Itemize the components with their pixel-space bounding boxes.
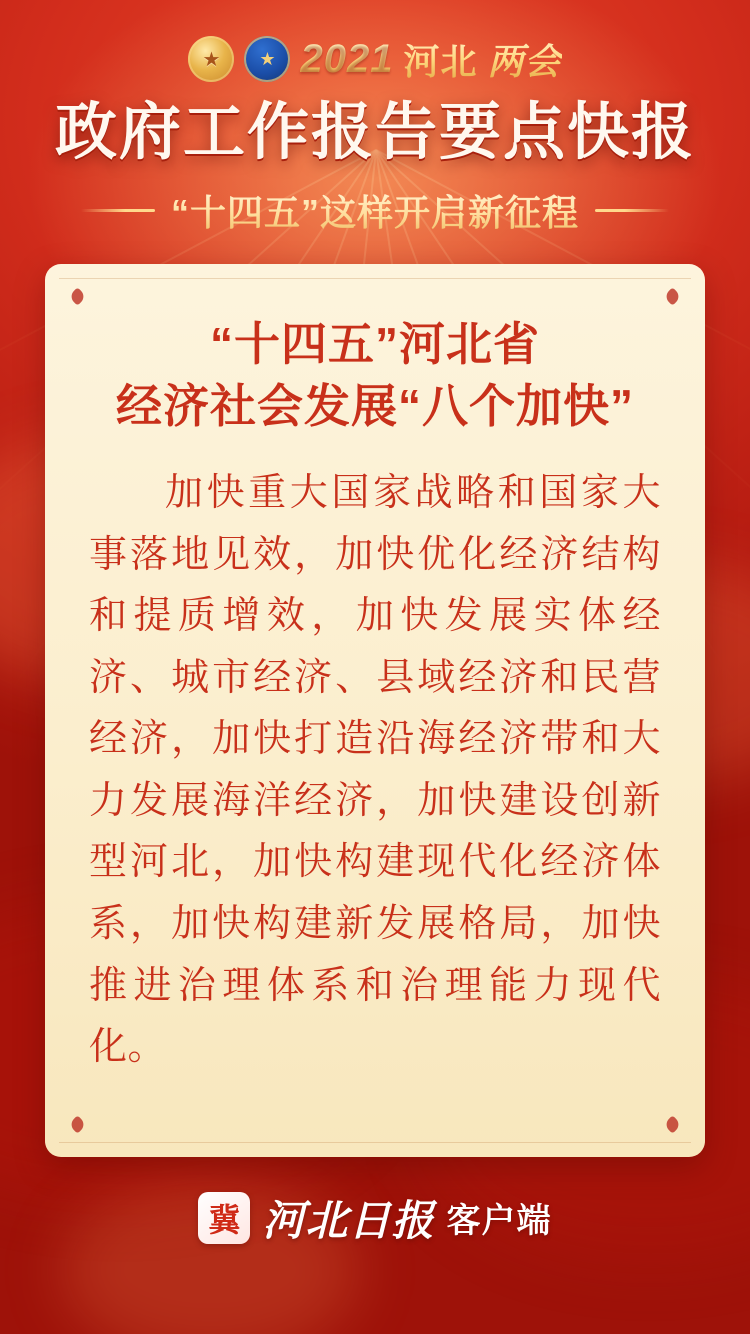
subtitle-row <box>0 185 750 236</box>
publisher-client-label: 客户端 <box>446 1202 552 1241</box>
page-subtitle: “十四五”这样开启新征程 <box>171 185 579 236</box>
brand-event: 两会 <box>487 34 561 85</box>
card-heading-line-2: 经济社会发展“八个加快” <box>116 379 634 432</box>
rule-left-decoration <box>81 209 155 212</box>
card-heading <box>89 314 661 437</box>
poster-header <box>0 0 750 236</box>
rule-right-decoration <box>595 209 669 212</box>
brand-region: 河北 <box>403 34 477 85</box>
corner-diamond-icon <box>663 1115 681 1133</box>
brand-year: 2021 <box>300 36 394 81</box>
corner-diamond-icon <box>68 1115 86 1133</box>
national-emblem-icon <box>188 36 234 82</box>
publisher-name: 河北日报 <box>262 1196 435 1244</box>
publisher-footer <box>0 1183 750 1253</box>
corner-diamond-icon <box>68 287 86 305</box>
card-heading-line-1: “十四五”河北省 <box>210 317 540 370</box>
card-body-text: 加快重大国家战略和国家大事落地见效，加快优化经济结构和提质增效，加快发展实体经济、城市经济、县域经济和民营经济，加快打造沿海经济带和大力发展海洋经济，加快建设创新型河北，加快构建现代化经济体系，加快构建新发展格局，加快推进治理体系和治理能力现代化。 <box>89 472 661 1069</box>
hebei-daily-logo-icon <box>198 1192 250 1244</box>
content-card <box>45 264 705 1157</box>
page-title: 政府工作报告要点快报 <box>54 98 695 167</box>
brand-line <box>0 30 750 88</box>
cppcc-emblem-icon <box>244 36 290 82</box>
corner-diamond-icon <box>663 287 681 305</box>
